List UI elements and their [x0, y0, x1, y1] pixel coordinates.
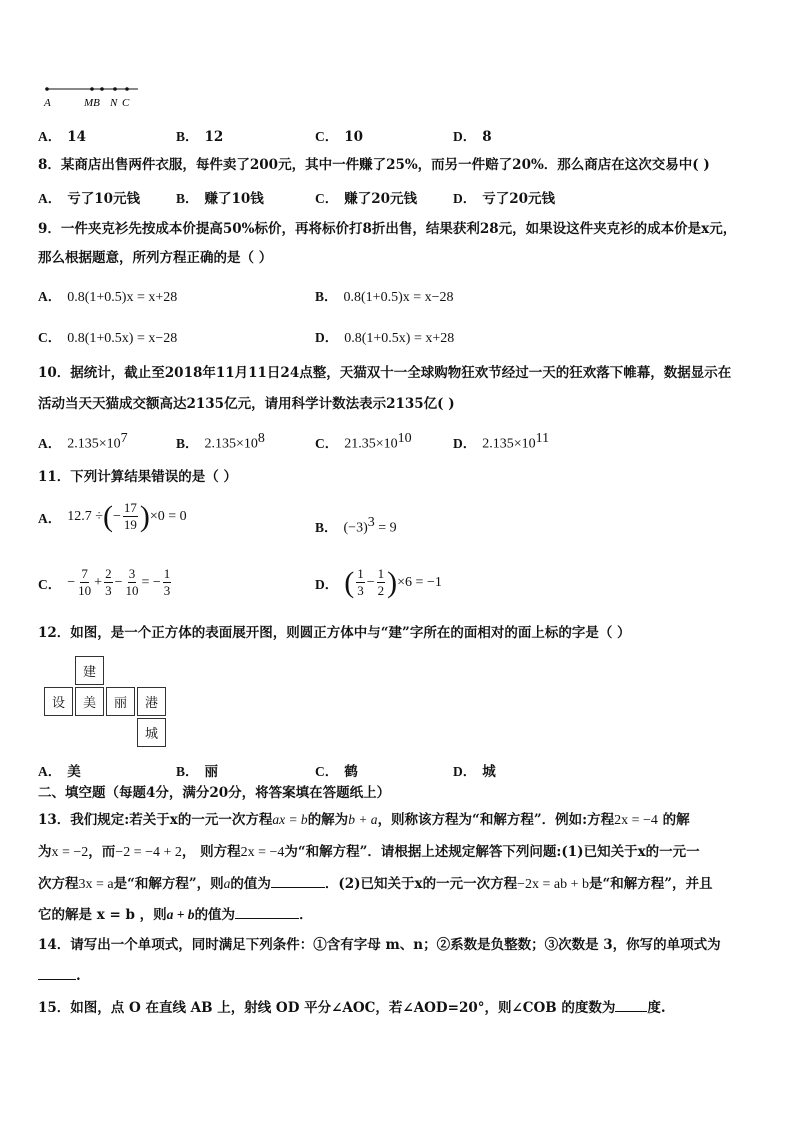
q11-option-c[interactable]: C． − $\frac{7}{10}$ + $\frac{2}{3}$ − $\frac{3}{10}$ = − $\frac{1}{3}$ [38, 566, 171, 598]
fraction: $\frac{3}{10}$ [125, 566, 139, 598]
q7-option-d[interactable]: D． 8 [453, 129, 492, 145]
q8-option-c[interactable]: C． 赚了20元钱 [315, 191, 418, 207]
fraction: $\frac{17}{19}$ [123, 500, 137, 532]
label-c: C [122, 97, 130, 109]
section-title: 二、填空题（每题4分，满分20分，将答案填在答题纸上） [38, 785, 391, 801]
label-a: A [44, 97, 51, 109]
q14-answer-line: . [38, 966, 81, 985]
q10-stem-line2: 活动当天天猫成交额高达2135亿元，请用科学计数法表示2135亿( ) [38, 396, 455, 412]
q13-line1: 13．我们规定:若关于x的一元一次方程ax = b的解为b + a，则称该方程为“和解方程”．例如:方程2x = −4 的解 [38, 812, 690, 828]
q7-option-c[interactable]: C． 10 [315, 129, 364, 145]
net-cell: 美 [75, 687, 104, 716]
q9-option-d[interactable]: D． 0.8(1+0.5x) = x+28 [315, 330, 455, 346]
answer-blank[interactable] [38, 966, 76, 980]
q11-option-d[interactable]: D． ( $\frac{1}{3}$ − $\frac{1}{2}$ ) ×6 = −1 [315, 565, 442, 599]
right-paren: ) [387, 565, 398, 599]
fraction: $\frac{2}{3}$ [105, 566, 112, 598]
left-paren: ( [102, 499, 113, 533]
q10-option-d[interactable]: D． $2.135\times 10^{11}$ [453, 431, 550, 452]
q8-option-d[interactable]: D． 亏了20元钱 [453, 191, 556, 207]
point-n [113, 87, 117, 91]
net-cell: 港 [137, 687, 166, 716]
q9-option-b[interactable]: B． 0.8(1+0.5)x = x−28 [315, 289, 454, 305]
q9-option-c[interactable]: C． 0.8(1+0.5x) = x−28 [38, 330, 178, 346]
q8-option-b[interactable]: B． 赚了10钱 [176, 191, 264, 207]
q10-stem-line1: 10．据统计，截止至2018年11月11日24点整，天猫双十一全球购物狂欢节经过一天的狂欢落下帷幕，数据显示在 [38, 365, 732, 381]
label-n: N [110, 97, 118, 109]
cube-net [44, 656, 166, 748]
q10-option-c[interactable]: C． $21.35\times 10^{10}$ [315, 431, 412, 452]
point-b [100, 87, 104, 91]
point-c [125, 87, 129, 91]
q12-option-c[interactable]: C． 鹤 [315, 764, 358, 780]
net-cell: 丽 [106, 687, 135, 716]
net-cell: 设 [44, 687, 73, 716]
q15-stem: 15．如图，点 O 在直线 AB 上，射线 OD 平分∠AOC，若∠AOD=20°，则∠COB 的度数为 度. [38, 1000, 666, 1016]
fraction: $\frac{1}{2}$ [377, 566, 385, 598]
q13-line4: 它的解是 x = b ，则a + b的值为 ． [38, 907, 313, 923]
q13-line3: 次方程3x = a是“和解方程”，则a的值为 ．(2)已知关于x的一元一次方程−2x = ab + b是“和解方程”，并且 [38, 876, 713, 892]
q9-stem-line1: 9．一件夹克衫先按成本价提高50%标价，再将标价打8折出售，结果获利28元，如果设这件夹克衫的成本价是x元， [38, 221, 737, 237]
q7-option-b[interactable]: B． 12 [176, 129, 224, 145]
net-cell: 城 [137, 718, 166, 747]
q11-stem: 11．下列计算结果错误的是（ ） [38, 469, 237, 485]
fraction: $\frac{1}{3}$ [357, 566, 364, 598]
point-a [45, 87, 49, 91]
q8-stem: 8．某商店出售两件衣服，每件卖了200元，其中一件赚了25%，而另一件赔了20%．那么商店在这次交易中( ) [38, 157, 710, 173]
q11-option-b[interactable]: B． $(-3)^3 = 9$ [315, 515, 397, 536]
right-paren: ) [139, 499, 150, 533]
q8-option-a[interactable]: A． 亏了10元钱 [38, 191, 141, 207]
q10-option-a[interactable]: A． $2.135\times 10^7$ [38, 431, 128, 452]
q12-option-b[interactable]: B． 丽 [176, 764, 219, 780]
q9-stem-line2: 那么根据题意，所列方程正确的是（ ） [38, 250, 273, 266]
q7-option-a[interactable]: A． 14 [38, 129, 87, 145]
q13-line2: 为x = −2，而−2 = −4 + 2， 则方程2x = −4为“和解方程”．请根据上述规定解答下列问题:(1)已知关于x的一元一 [38, 844, 700, 860]
fraction: $\frac{1}{3}$ [163, 566, 171, 598]
q12-option-d[interactable]: D． 城 [453, 764, 496, 780]
label-mb: MB [84, 97, 100, 109]
q11-option-a[interactable]: A． 12.7 ÷ ( − $\frac{17}{19}$ ) ×0 = 0 [38, 499, 187, 533]
net-cell: 建 [75, 656, 104, 685]
q12-stem: 12．如图，是一个正方体的表面展开图，则圆正方体中与“建”字所在的面相对的面上标的字是（ ） [38, 625, 631, 641]
q10-option-b[interactable]: B． $2.135\times 10^8$ [176, 431, 265, 452]
q12-option-a[interactable]: A． 美 [38, 764, 81, 780]
q14-stem: 14．请写出一个单项式，同时满足下列条件：①含有字母 m、n；②系数是负整数；③次数是 3，你写的单项式为 [38, 937, 721, 953]
answer-blank[interactable] [271, 874, 325, 888]
q9-option-a[interactable]: A． 0.8(1+0.5)x = x+28 [38, 289, 178, 305]
answer-blank[interactable] [235, 905, 299, 919]
answer-blank[interactable] [615, 998, 647, 1012]
segment-figure [40, 82, 150, 112]
fraction: $\frac{7}{10}$ [78, 566, 92, 598]
point-m [90, 87, 94, 91]
left-paren: ( [344, 565, 355, 599]
